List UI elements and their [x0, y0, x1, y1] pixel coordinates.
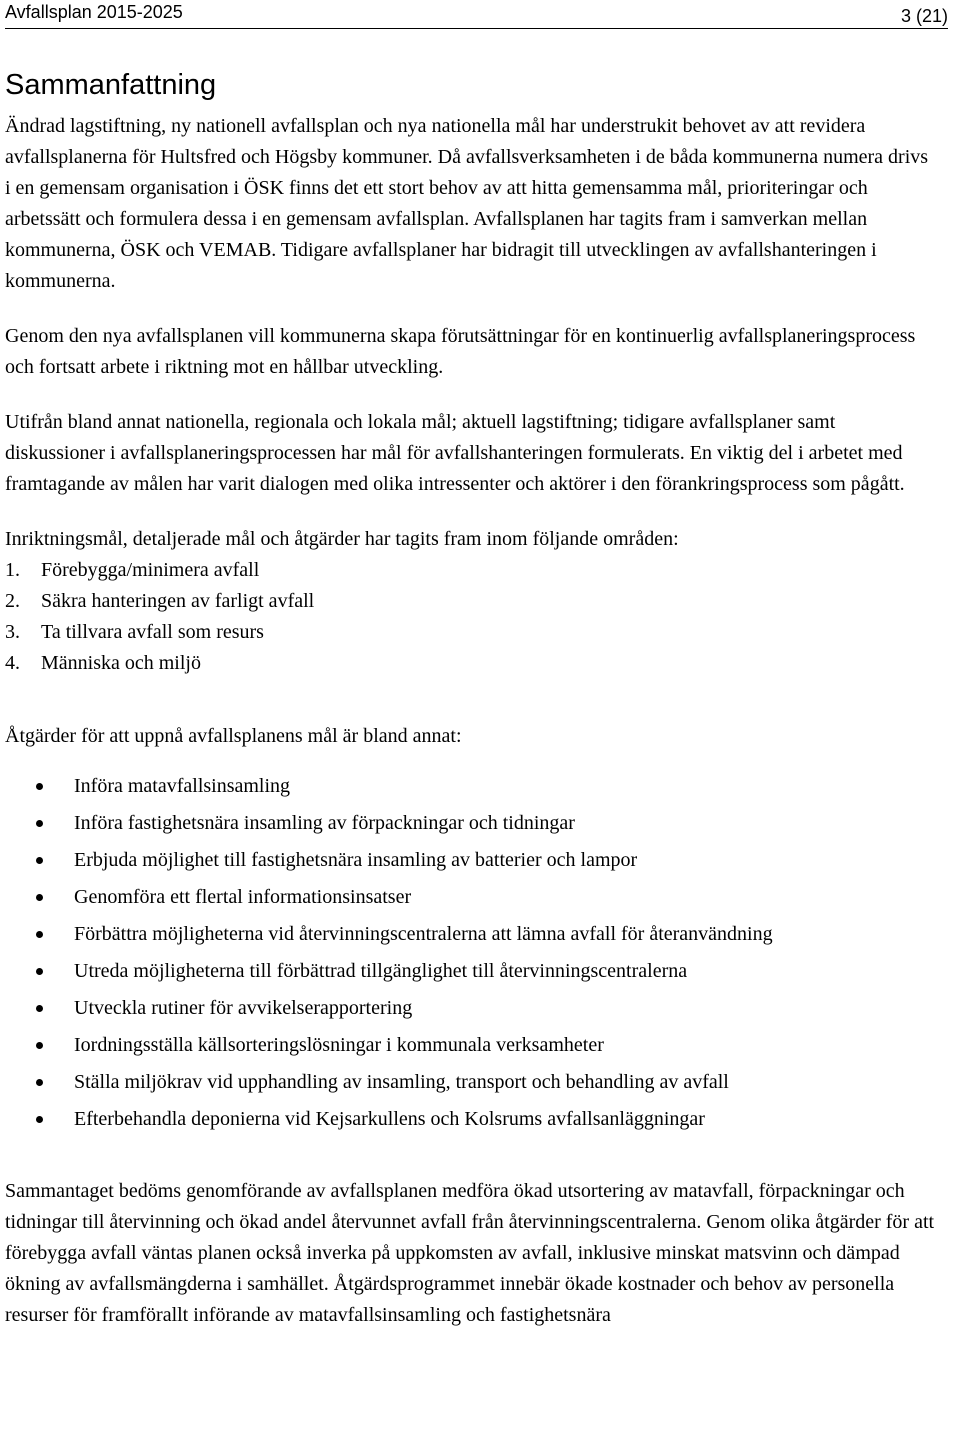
bullet-icon — [36, 968, 43, 975]
bullet-icon — [36, 857, 43, 864]
paragraph-purpose: Genom den nya avfallsplanen vill kommunerna skapa förutsättningar för en kontinuerlig avfallsplaneringsprocess och fortsatt arbete i riktning mot en hållbar utveckling. — [5, 325, 916, 378]
bullet-icon — [36, 1079, 43, 1086]
measure-text: Införa fastighetsnära insamling av förpackningar och tidningar — [74, 812, 575, 834]
goal-number: 2. — [5, 590, 20, 612]
measure-text: Införa matavfallsinsamling — [74, 775, 291, 797]
measures-list-item — [5, 916, 935, 953]
goal-text: Förebygga/minimera avfall — [41, 559, 260, 581]
header-divider — [5, 28, 948, 29]
page-number: 3 (21) — [900, 6, 948, 26]
goal-text: Säkra hanteringen av farligt avfall — [41, 590, 315, 612]
goal-number: 3. — [5, 621, 20, 643]
measures-list-item — [5, 879, 935, 916]
page-header — [5, 0, 948, 28]
measures-list-item — [5, 768, 935, 805]
goal-text: Ta tillvara avfall som resurs — [41, 621, 264, 643]
bullet-icon — [36, 783, 43, 790]
goals-list-item — [5, 617, 935, 648]
bullet-icon — [36, 894, 43, 901]
measures-list-item — [5, 805, 935, 842]
measures-list-item — [5, 842, 935, 879]
document-title: Avfallsplan 2015-2025 — [5, 2, 183, 22]
section-heading: Sammanfattning — [5, 69, 217, 101]
bullet-icon — [36, 820, 43, 827]
measure-text: Ställa miljökrav vid upphandling av insamling, transport och behandling av avfall — [74, 1071, 729, 1093]
measure-text: Iordningsställa källsorteringslösningar i kommunala verksamheter — [74, 1034, 604, 1056]
measures-list-item — [5, 953, 935, 990]
goal-number: 1. — [5, 559, 20, 581]
paragraph-closing: Sammantaget bedöms genomförande av avfallsplanen medföra ökad utsortering av matavfall, förpackningar och tidningar till återvinning och ökad andel återvunnet avfall från återvinningscentralerna. Genom olika åtgärder för att förebygga avfall väntas planen också inverka på uppkomsten av avfall, inklusive minskat matsvinn och dämpad ökning av avfallsmängderna i samhället. Åtgärdsprogrammet innebär ökade kostnader och behov av personella resurser för framförallt införande av matavfallsinsamling och fastighetsnära — [5, 1180, 935, 1326]
measures-list — [5, 768, 935, 1138]
goal-number: 4. — [5, 652, 20, 674]
goals-list — [5, 555, 935, 679]
paragraph-intro: Ändrad lagstiftning, ny nationell avfallsplan och nya nationella mål har understrukit behovet av att revidera avfallsplanerna för Hultsfred och Högsby kommuner. Då avfallsverksamheten i de båda kommunerna numera drivs i en gemensam organisation i ÖSK finns det ett stort behov av att hitta gemensamma mål, prioriteringar och arbetssätt och formulera dessa i en gemensam avfallsplan. Avfallsplanen har tagits fram i samverkan mellan kommunerna, ÖSK och VEMAB. Tidigare avfallsplaner har bidragit till utvecklingen av avfallshanteringen i kommunerna. — [5, 115, 929, 292]
goal-text: Människa och miljö — [41, 652, 201, 674]
goals-intro: Inriktningsmål, detaljerade mål och åtgärder har tagits fram inom följande områden: — [5, 528, 679, 550]
measure-text: Efterbehandla deponierna vid Kejsarkullens och Kolsrums avfallsanläggningar — [74, 1108, 705, 1130]
goals-list-item — [5, 586, 935, 617]
document-body — [5, 66, 935, 1331]
bullet-icon — [36, 1116, 43, 1123]
measures-intro: Åtgärder för att uppnå avfallsplanens mål är bland annat: — [5, 725, 462, 747]
bullet-icon — [36, 931, 43, 938]
measure-text: Erbjuda möjlighet till fastighetsnära insamling av batterier och lampor — [74, 849, 638, 871]
measure-text: Genomföra ett flertal informationsinsatser — [74, 886, 412, 908]
bullet-icon — [36, 1005, 43, 1012]
bullet-icon — [36, 1042, 43, 1049]
paragraph-goals-background: Utifrån bland annat nationella, regionala och lokala mål; aktuell lagstiftning; tidigare avfallsplaner samt diskussioner i avfallsplaneringsprocessen har mål för avfallshanteringen formulerats. En viktig del i arbetet med framtagande av målen har varit dialogen med olika intressenter och aktörer i den förankringsprocess som pågått. — [5, 411, 905, 495]
measures-list-item — [5, 1101, 935, 1138]
measure-text: Utveckla rutiner för avvikelserapportering — [74, 997, 413, 1019]
goals-list-item — [5, 555, 935, 586]
measures-list-item — [5, 1027, 935, 1064]
measure-text: Förbättra möjligheterna vid återvinningscentralerna att lämna avfall för återanvändning — [74, 923, 773, 945]
measures-list-item — [5, 990, 935, 1027]
measures-list-item — [5, 1064, 935, 1101]
measure-text: Utreda möjligheterna till förbättrad tillgänglighet till återvinningscentralerna — [74, 960, 688, 982]
goals-list-item — [5, 648, 935, 679]
